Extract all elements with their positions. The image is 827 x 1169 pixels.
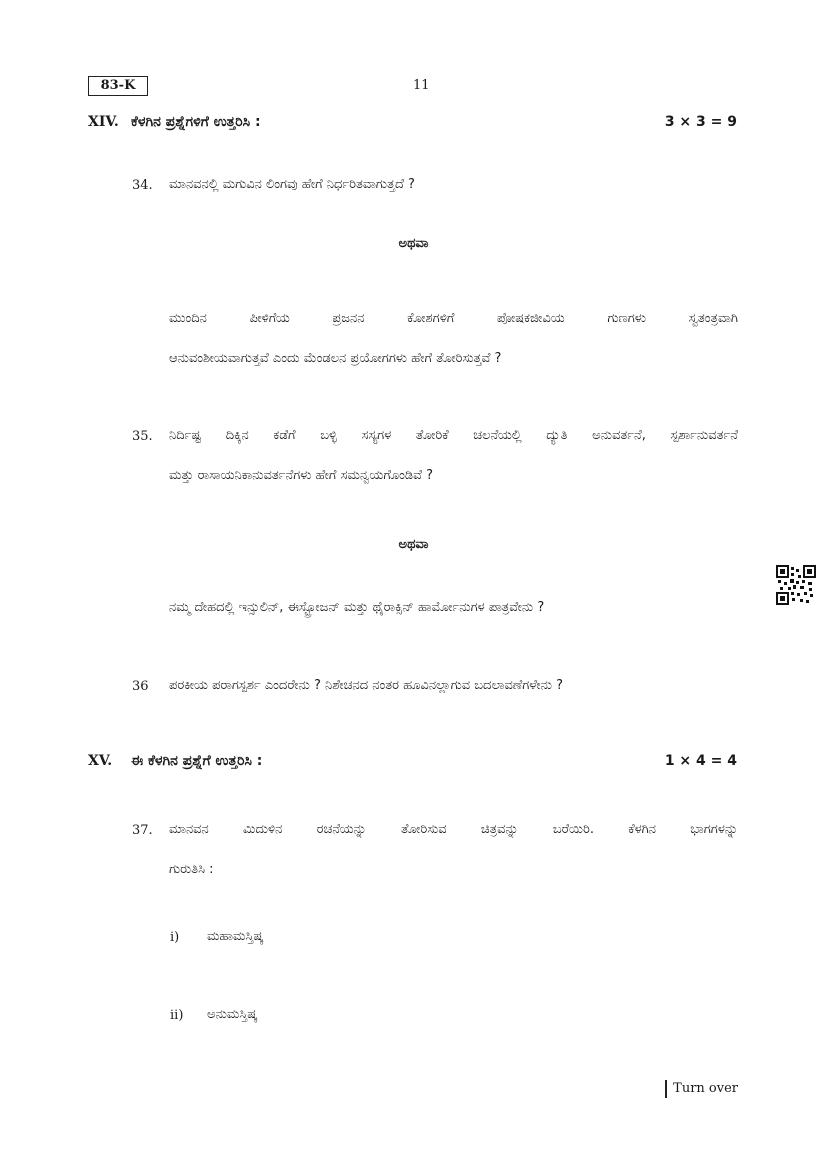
- page-number: 11: [413, 78, 430, 93]
- q35-line2: ಮತ್ತು ರಾಸಾಯನಿಕಾನುವರ್ತನೆಗಳು ಹೇಗೆ ಸಮನ್ವಯಗೊಂಡಿವೆ ?: [169, 468, 434, 483]
- q34-alt-line1: ಮುಂದಿನ ಪೀಳಿಗೆಯ ಪ್ರಜನನ ಕೋಶಗಳಿಗೆ ಪೋಷಕಜೀವಿಯ ಗುಣಗಳು ಸ್ವತಂತ್ರವಾಗಿ: [169, 311, 738, 326]
- q37-part-i-numeral: i): [170, 930, 180, 945]
- q37-part-ii-numeral: ii): [170, 1008, 184, 1023]
- section-xv-title: ಈ ಕೆಳಗಿನ ಪ್ರಶ್ನೆಗೆ ಉತ್ತರಿಸಿ :: [131, 753, 263, 769]
- q34-or: ಅಥವಾ: [398, 236, 429, 251]
- q37-part-i-label: ಮಹಾಮಸ್ತಿಷ್ಕ: [207, 929, 264, 944]
- q35-number: 35.: [132, 429, 153, 444]
- q37-line1: ಮಾನವನ ಮಿದುಳಿನ ರಚನೆಯನ್ನು ತೋರಿಸುವ ಚಿತ್ರವನ್ನು ಬರೆಯಿರಿ. ಕೆಳಗಿನ ಭಾಗಗಳನ್ನು: [169, 822, 738, 837]
- q34-alt-line2: ಆನುವಂಶೀಯವಾಗುತ್ತವೆ ಎಂದು ಮೆಂಡಲನ ಪ್ರಯೋಗಗಳು ಹೇಗೆ ತೋರಿಸುತ್ತವೆ ?: [169, 351, 502, 366]
- q34-number: 34.: [132, 178, 153, 193]
- section-xiv-marks: 3 × 3 = 9: [664, 114, 737, 130]
- section-xv-number: XV.: [88, 753, 113, 769]
- section-xiv-title: ಕೆಳಗಿನ ಪ್ರಶ್ನೆಗಳಿಗೆ ಉತ್ತರಿಸಿ :: [131, 114, 261, 130]
- q34-text: ಮಾನವನಲ್ಲಿ ಮಗುವಿನ ಲಿಂಗವು ಹೇಗೆ ನಿರ್ಧರಿತವಾಗುತ್ತದೆ ?: [169, 177, 415, 192]
- qr-code-icon: [776, 565, 816, 605]
- section-xiv-number: XIV.: [88, 114, 119, 130]
- q36-number: 36: [132, 679, 149, 694]
- q37-line2: ಗುರುತಿಸಿ :: [169, 862, 214, 877]
- q37-number: 37.: [132, 823, 153, 838]
- q35-or: ಅಥವಾ: [398, 537, 429, 552]
- q37-part-ii-label: ಅನುಮಸ್ತಿಷ್ಕ: [207, 1007, 258, 1022]
- turn-over-label: Turn over: [665, 1080, 738, 1098]
- paper-code: 83-K: [88, 76, 148, 96]
- q35-alt: ನಮ್ಮ ದೇಹದಲ್ಲಿ ಇನ್ಸುಲಿನ್, ಈಸ್ಟ್ರೋಜನ್ ಮತ್ತು ಥೈರಾಕ್ಸಿನ್ ಹಾರ್ಮೋನುಗಳ ಪಾತ್ರವೇನು ?: [169, 600, 545, 615]
- section-xv-marks: 1 × 4 = 4: [664, 753, 737, 769]
- q35-line1: ನಿರ್ದಿಷ್ಟ ದಿಕ್ಕಿನ ಕಡೆಗೆ ಬಳ್ಳಿ ಸಸ್ಯಗಳ ತೋರಿಕೆ ಚಲನೆಯಲ್ಲಿ ದ್ಯುತಿ ಅನುವರ್ತನೆ, ಸ್ಪರ್ಶಾನುವರ್ತನೆ: [169, 428, 738, 443]
- q36-text: ಪರಕೀಯ ಪರಾಗಸ್ಪರ್ಶ ಎಂದರೇನು ? ನಿಶೇಚನದ ನಂತರ ಹೂವಿನಲ್ಲಾಗುವ ಬದಲಾವಣೆಗಳೇನು ?: [169, 678, 564, 693]
